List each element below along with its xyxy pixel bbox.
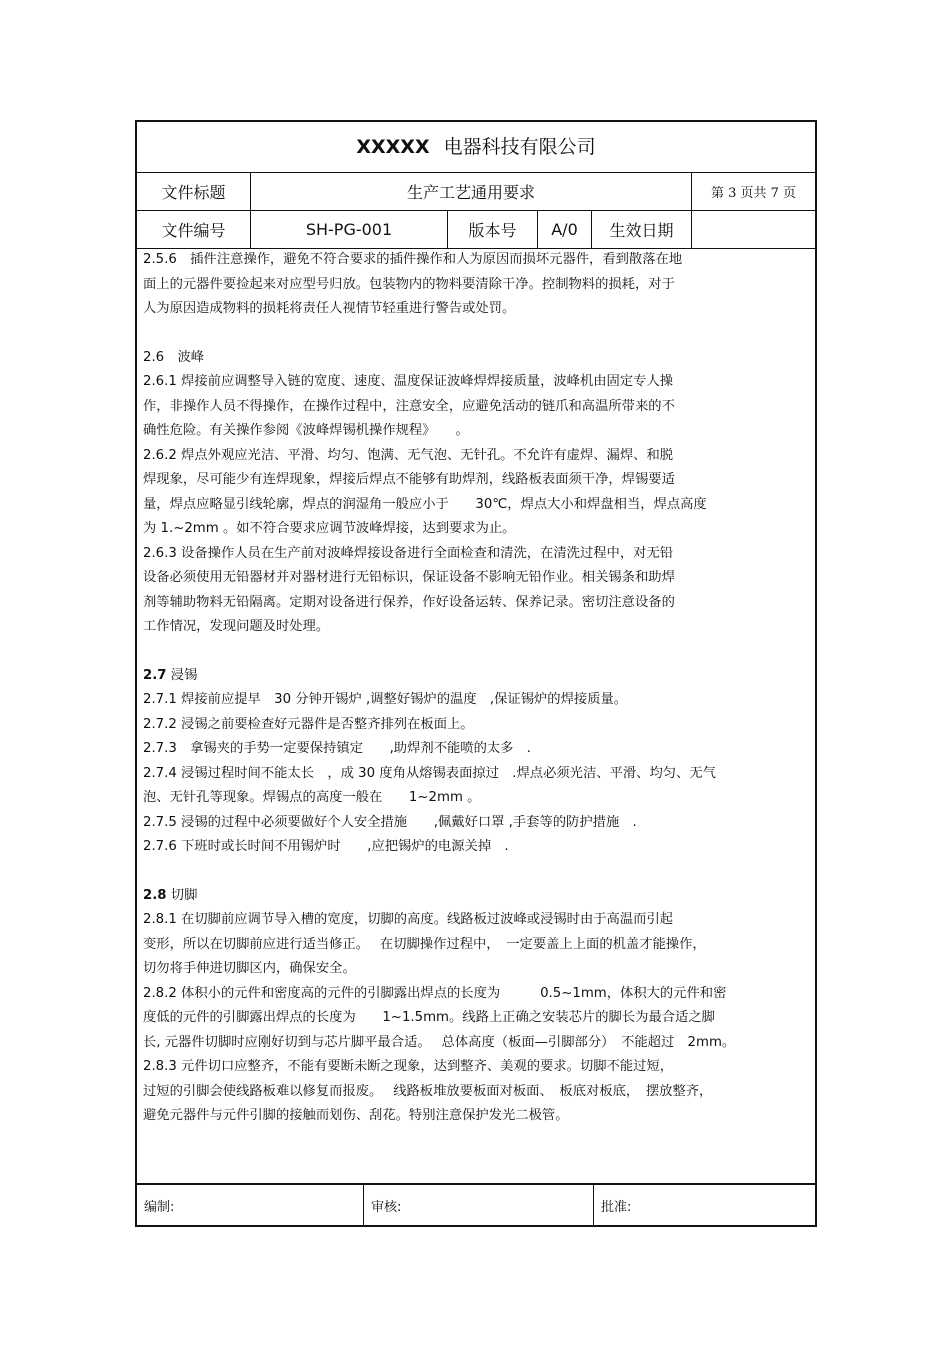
date-value <box>692 210 815 248</box>
para-2-7-6: 2.7.6 下班时或长时间不用锡炉时 ,应把锡炉的电源关掉 . <box>143 839 509 854</box>
page-info: 第 3 页共 7 页 <box>710 185 797 201</box>
company-name: 电器科技有限公司 <box>443 136 596 158</box>
para-2-7-4-line-1: 2.7.4 浸锡过程时间不能太长 ，成 30 度角从熔锡表面掠过 .焊点必须光洁、平滑、均匀、无气 <box>143 765 716 781</box>
para-2-5-6-line-3: 人为原因造成物料的损耗将责任人视情节轻重进行警告或处罚。 <box>143 301 516 316</box>
para-2-6-2-line-4: 为 1.~2mm 。如不符合要求应调节波峰焊接，达到要求为止。 <box>143 521 516 536</box>
para-2-8-1-line-3: 切勿将手伸进切脚区内，确保安全。 <box>143 961 356 976</box>
document-frame <box>135 120 817 1227</box>
para-2-6-1-line-3: 确性危险。有关操作参阅《波峰焊锡机操作规程》 。 <box>143 423 469 438</box>
version-label: 版本号 <box>448 210 538 248</box>
para-2-8-3-line-3: 避免元器件与元件引脚的接触而划伤、刮花。特别注意保护发光二极管。 <box>143 1108 569 1123</box>
approved-by: 批准: <box>601 1199 632 1215</box>
para-2-5-6-line-1: 2.5.6 插件注意操作，避免不符合要求的插件操作和人为原因而损坏元器件，看到散落在地 <box>143 252 683 267</box>
date-label: 生效日期 <box>592 210 692 248</box>
prepared-by: 编制: <box>137 1185 364 1225</box>
para-2-7-5: 2.7.5 浸锡的过程中必须要做好个人安全措施 ,佩戴好口罩 ,手套等的防护措施 . <box>143 814 637 830</box>
para-2-7-4-line-2: 泡、无针孔等现象。焊锡点的高度一般在 1~2mm 。 <box>143 790 481 805</box>
heading-2-7-text: 浸锡 <box>166 667 198 683</box>
version-value: A/0 <box>538 210 592 248</box>
code-value: SH-PG-001 <box>251 210 448 248</box>
para-2-6-1-line-1: 2.6.1 焊接前应调整导入链的宽度、速度、温度保证波峰焊焊接质量，波峰机由固定专人操 <box>143 374 674 389</box>
para-2-6-3-line-2: 设备必须使用无铅器材并对器材进行无铅标识，保证设备不影响无铅作业。相关锡条和助焊 <box>143 570 675 585</box>
para-2-8-3-line-1: 2.8.3 元件切口应整齐，不能有要断未断之现象，达到整齐、美观的要求。切脚不能过短， <box>143 1059 674 1074</box>
para-2-8-1-line-1: 2.8.1 在切脚前应调节导入槽的宽度，切脚的高度。线路板过波峰或浸锡时由于高温而引起 <box>143 912 674 927</box>
title-row <box>137 172 815 211</box>
document-body <box>143 248 811 1129</box>
code-label: 文件编号 <box>137 210 251 248</box>
heading-2-8-text: 切脚 <box>166 887 198 903</box>
para-2-6-2-line-2: 焊现象，尽可能少有连焊现象，焊接后焊点不能够有助焊剂，线路板表面须干净，焊锡要适 <box>143 472 675 487</box>
para-2-7-1: 2.7.1 焊接前应提早 30 分钟开锡炉 ,调整好锡炉的温度 ,保证锡炉的焊接质量。 <box>143 692 628 707</box>
heading-2-8 <box>143 884 811 909</box>
para-2-6-3-line-1: 2.6.3 设备操作人员在生产前对波峰焊接设备进行全面检查和清洗，在清洗过程中，对无铅 <box>143 545 674 561</box>
reviewed-by: 审核: <box>364 1185 594 1225</box>
heading-2-7-number: 2.7 <box>143 667 167 683</box>
para-2-6-3-line-4: 工作情况，发现问题及时处理。 <box>143 619 330 634</box>
para-2-6-1-line-2: 作，非操作人员不得操作，在操作过程中，注意安全，应避免活动的链爪和高温所带来的不 <box>143 398 675 414</box>
title-value: 生产工艺通用要求 <box>251 172 692 210</box>
signature-row <box>137 1183 815 1225</box>
para-2-6-2-line-1: 2.6.2 焊点外观应光洁、平滑、均匀、饱满、无气泡、无针孔。不允许有虚焊、漏焊、和脱 <box>143 447 674 463</box>
heading-2-8-number: 2.8 <box>143 887 167 903</box>
para-2-6-3-line-3: 剂等辅助物料无铅隔离。定期对设备进行保养，作好设备运转、保养记录。密切注意设备的 <box>143 594 675 610</box>
para-2-8-2-line-2: 度低的元件的引脚露出焊点的长度为 1~1.5mm。线路上正确之安装芯片的脚长为最合适之脚 <box>143 1010 715 1025</box>
para-2-8-2-line-1: 2.8.2 体积小的元件和密度高的元件的引脚露出焊点的长度为 0.5~1mm，体积大的元件和密 <box>143 985 727 1001</box>
para-2-8-1-line-2: 变形，所以在切脚前应进行适当修正。 在切脚操作过程中， 一定要盖上上面的机盖才能操作， <box>143 936 706 952</box>
heading-2-7 <box>143 664 811 689</box>
para-2-7-2: 2.7.2 浸锡之前要检查好元器件是否整齐排列在板面上。 <box>143 716 474 732</box>
title-label: 文件标题 <box>137 172 251 210</box>
para-2-8-2-line-3: 长, 元器件切脚时应刚好切到与芯片脚平最合适。 总体高度（板面—引脚部分） 不能超过 2mm。 <box>143 1034 736 1050</box>
company-prefix: XXXXX <box>356 136 430 158</box>
heading-2-6: 2.6 波峰 <box>143 349 205 365</box>
para-2-5-6-line-2: 面上的元器件要捡起来对应型号归放。包装物内的物料要清除干净。控制物料的损耗，对于 <box>143 276 675 292</box>
para-2-8-3-line-2: 过短的引脚会使线路板难以修复而报废。 线路板堆放要板面对板面、 板底对板底， 摆放整齐， <box>143 1083 713 1099</box>
para-2-6-2-line-3: 量，焊点应略显引线轮廓，焊点的润湿角一般应小于 30℃，焊点大小和焊盘相当，焊点高度 <box>143 496 707 512</box>
para-2-7-3: 2.7.3 拿锡夹的手势一定要保持镇定 ,助焊剂不能喷的太多 . <box>143 741 532 756</box>
code-row <box>137 210 815 249</box>
company-header <box>137 122 815 173</box>
